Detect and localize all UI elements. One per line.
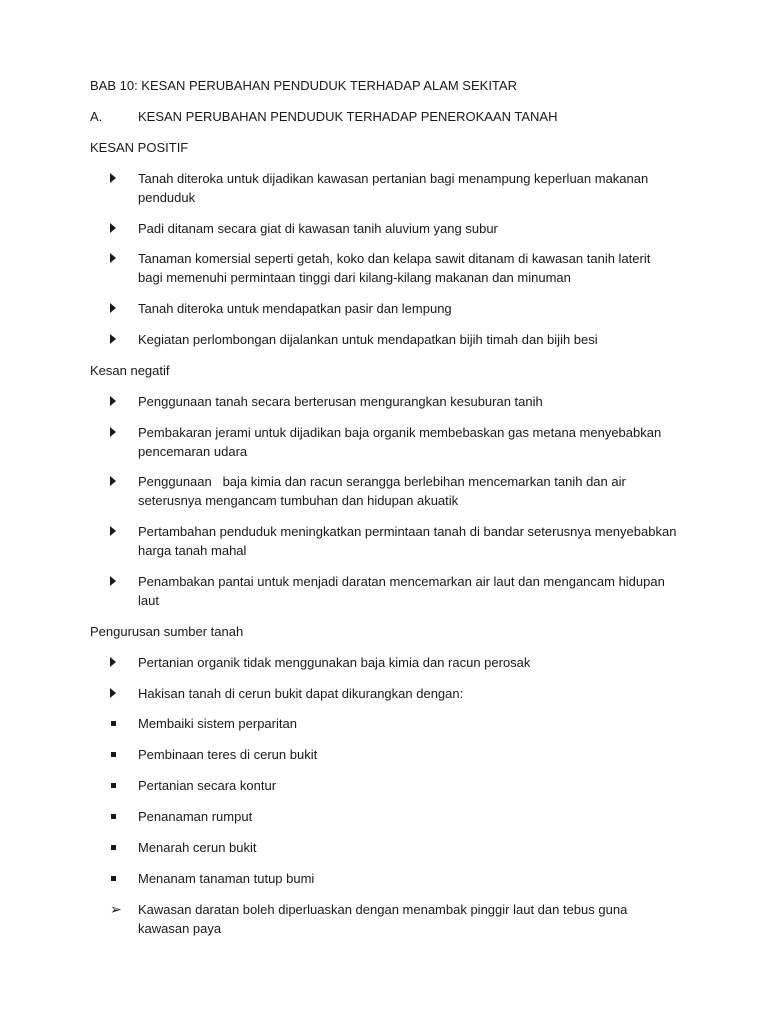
positive-heading: KESAN POSITIF [90, 140, 189, 155]
chapter-title: BAB 10: KESAN PERUBAHAN PENDUDUK TERHADAP ALAM SEKITAR [90, 78, 517, 93]
square-bullet-icon [110, 714, 130, 733]
triangle-right-bullet-icon [110, 522, 130, 543]
square-bullet-icon [110, 776, 130, 795]
square-bullet-icon [110, 807, 130, 826]
triangle-right-bullet-icon [110, 472, 130, 493]
section-a-number: A. [90, 109, 103, 124]
triangle-right-bullet-icon [110, 330, 130, 351]
triangle-right-bullet-icon [110, 169, 130, 190]
arrow-bullet-icon: ➢ [110, 901, 122, 917]
square-bullet-icon [110, 745, 130, 764]
document-page: BAB 10: KESAN PERUBAHAN PENDUDUK TERHADAP ALAM SEKITAR A. KESAN PERUBAHAN PENDUDUK TERHADAP PENEROKAAN TANAH KESAN POSITIF Tanah diteroka untuk dijadikan kawasan pertanian bagi menampung keperluan makanan penduduk Padi ditanam secara giat di kawasan tanih aluvium yang subur Tanaman komersial seperti getah, koko dan kelapa sawit ditanam di kawasan tanih laterit bagi memenuhi permintaan tinggi dari kilang-kilang makanan dan minuman Tanah diteroka untuk mendapatkan pasir dan lempung Kegiatan perlombongan dijalankan untuk mendapatkan bijih timah dan bijih besi Kesan negatif Penggunaan tanah secara berterusan mengurangkan kesuburan tanih Pembakaran jerami untuk dijadikan baja organik membebaskan gas metana menyebabkan pencemaran udara Penggunaan baja kimia dan racun serangga berlebihan mencemarkan tanih dan air seterusnya mengancam tumbuhan dan hidupan akuatik Pertambahan penduduk meningkatkan permintaan tanah di bandar seterusnya menyebabkan harga tanah mahal Penambakan pantai untuk menjadi daratan mencemarkan air laut dan mengancam hidupan laut Pengurusan sumber tanah Pertanian organik tidak menggunakan baja kimia dan racun perosak Hakisan tanah di cerun bukit dapat dikurangkan dengan: Membaiki sistem perparitan Pembinaan teres di cerun bukit Pertanian secara kontur Penanaman rumput Menarah cerun bukit Menanam tanaman tutup bumi ➢ Kawasan daratan boleh diperluaskan dengan menambak pinggir laut dan tebus guna kawasan paya [90, 78, 677, 936]
section-a-title: KESAN PERUBAHAN PENDUDUK TERHADAP PENEROKAAN TANAH [138, 109, 558, 124]
triangle-right-bullet-icon [110, 653, 130, 674]
square-bullet-icon [110, 869, 130, 888]
triangle-right-bullet-icon [110, 572, 130, 593]
triangle-right-bullet-icon [110, 684, 130, 705]
triangle-right-bullet-icon [110, 299, 130, 320]
triangle-right-bullet-icon [110, 249, 130, 270]
triangle-right-bullet-icon [110, 219, 130, 240]
triangle-right-bullet-icon [110, 392, 130, 413]
square-bullet-icon [110, 838, 130, 857]
negative-heading: Kesan negatif [90, 363, 170, 378]
management-heading: Pengurusan sumber tanah [90, 624, 244, 639]
triangle-right-bullet-icon [110, 423, 130, 444]
